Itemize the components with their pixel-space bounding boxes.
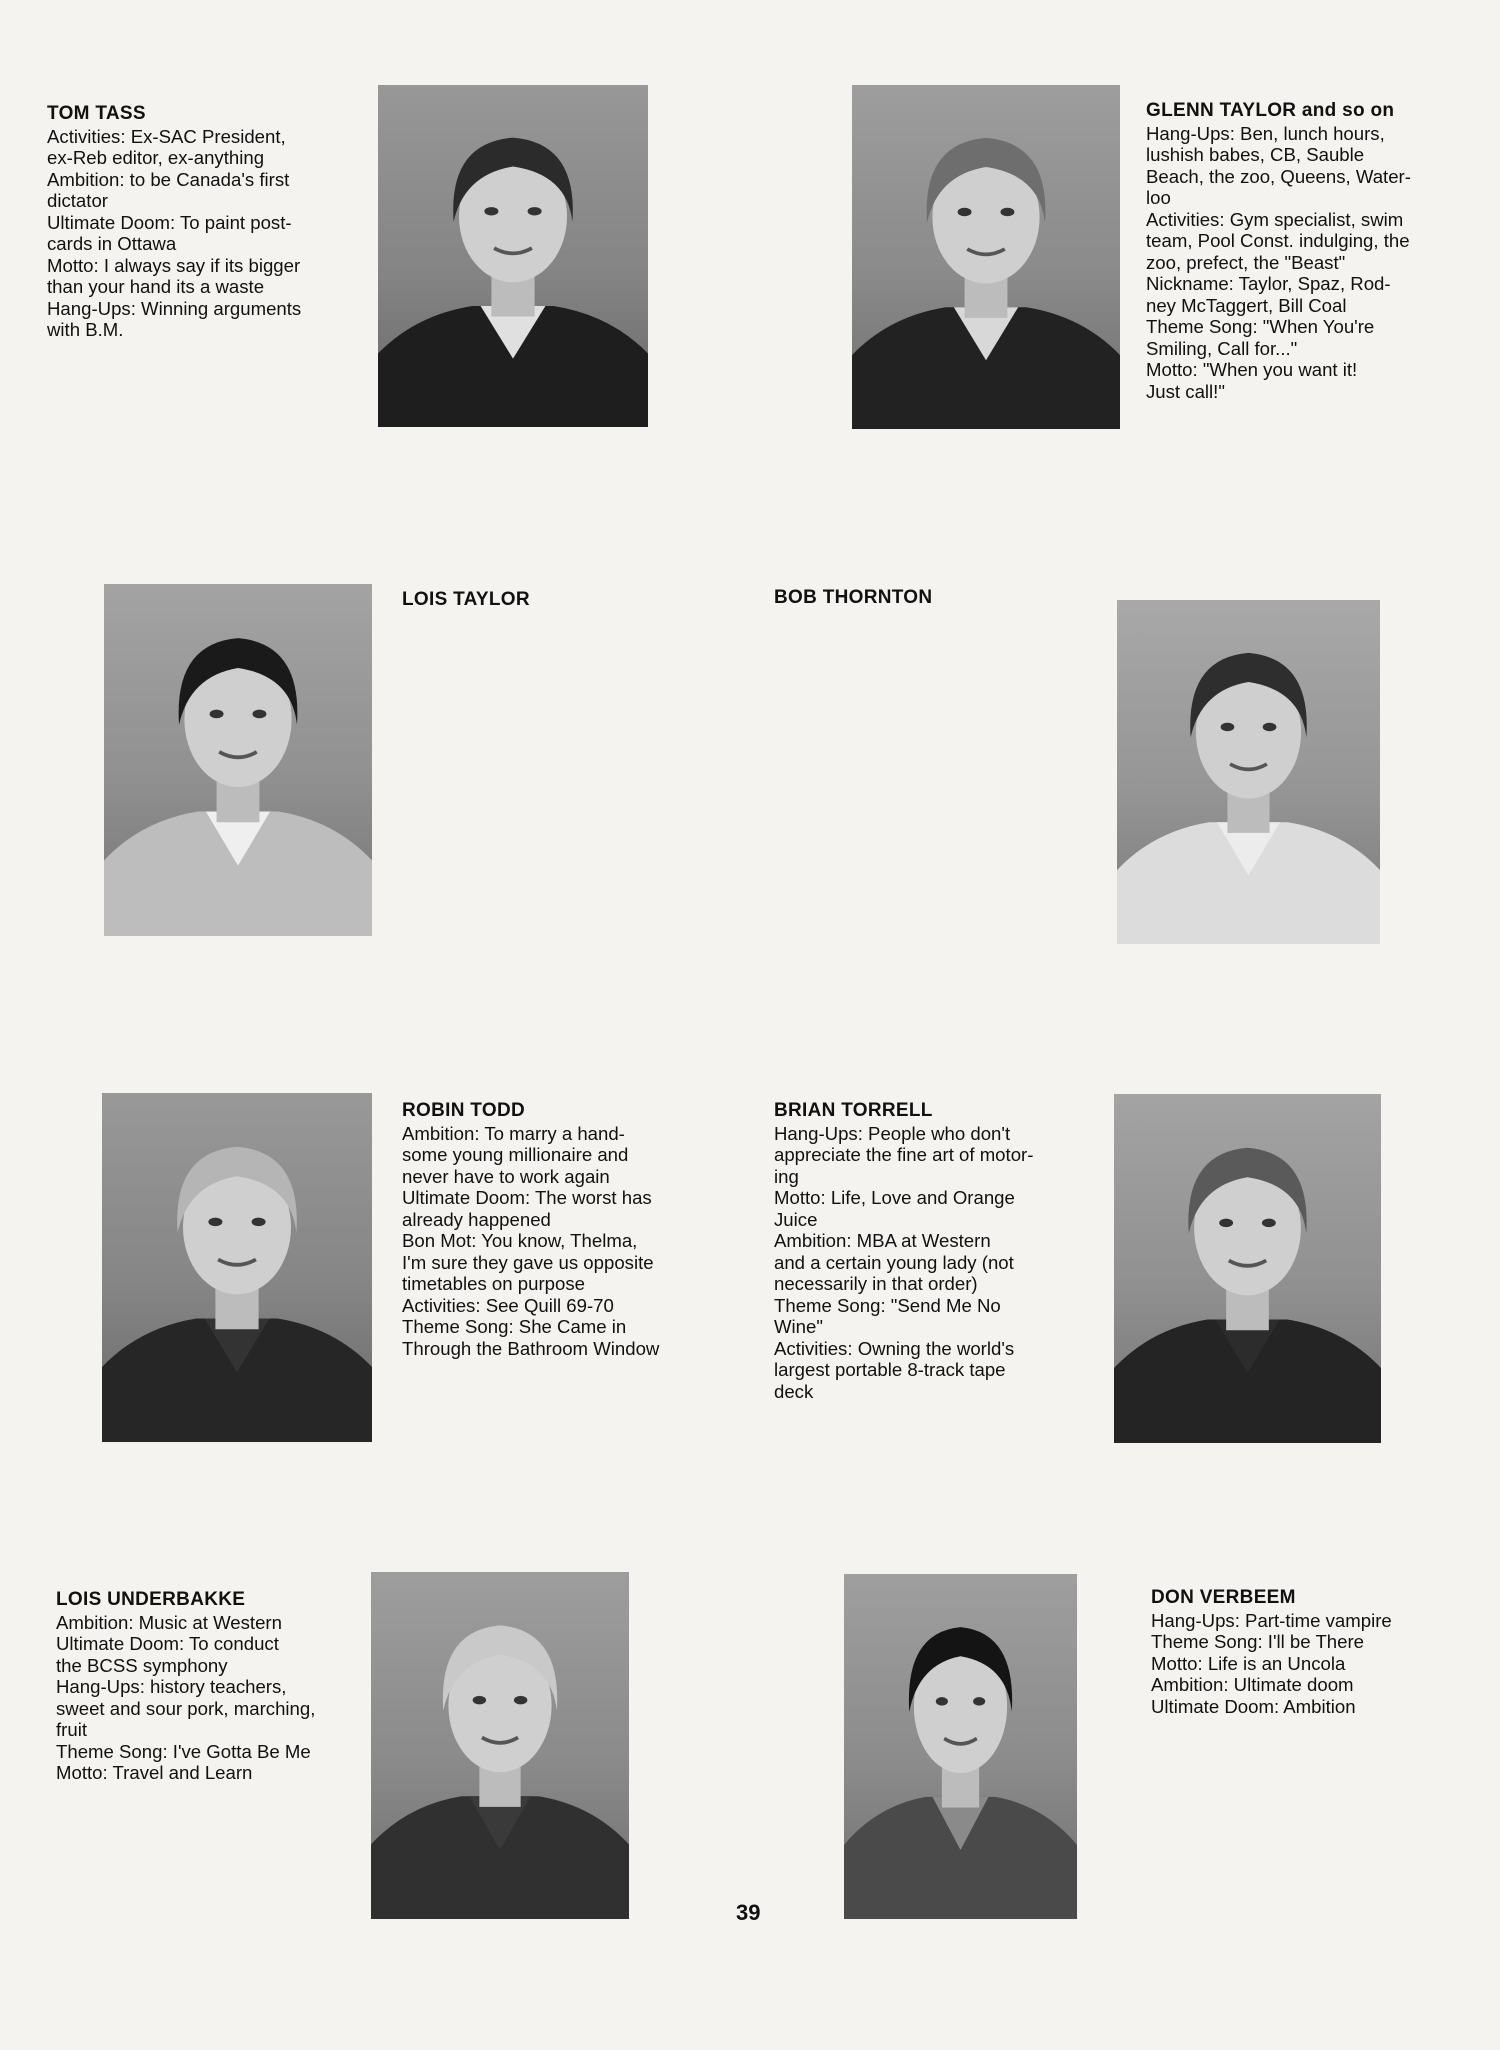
student-portrait bbox=[1114, 1094, 1381, 1443]
bio-line: ex-Reb editor, ex-anything bbox=[47, 147, 265, 168]
portrait-silhouette bbox=[844, 1574, 1077, 1919]
bio-line: Ultimate Doom: To paint post- bbox=[47, 211, 292, 233]
bio-line: Ambition: MBA at Western bbox=[774, 1230, 991, 1251]
bio-line: Activities: Gym specialist, swim bbox=[1146, 208, 1404, 230]
student-details bbox=[402, 1123, 659, 1360]
bio-line: ing bbox=[774, 1165, 799, 1187]
bio-line: Ultimate Doom: Ambition bbox=[1151, 1695, 1356, 1717]
bio-line: Motto: Life, Love and Orange bbox=[774, 1187, 1015, 1208]
student-portrait bbox=[371, 1572, 629, 1919]
student-portrait bbox=[378, 85, 648, 427]
portrait-silhouette bbox=[1114, 1094, 1381, 1443]
student-name: LOIS TAYLOR bbox=[402, 589, 530, 610]
eye-right bbox=[514, 1696, 527, 1705]
bio-line: than your hand its a waste bbox=[47, 276, 265, 297]
bio-line: Theme Song: I've Gotta Be Me bbox=[56, 1740, 311, 1762]
eye-left bbox=[210, 710, 224, 719]
bio-line: Motto: Travel and Learn bbox=[56, 1762, 253, 1783]
portrait-silhouette bbox=[104, 584, 372, 936]
eye-right bbox=[528, 207, 542, 215]
student-bio bbox=[1146, 100, 1411, 402]
portrait-silhouette bbox=[102, 1093, 372, 1442]
bio-line: Activities: Ex-SAC President, bbox=[47, 125, 286, 147]
bio-line: Ambition: Music at Western bbox=[56, 1611, 282, 1633]
bio-line: sweet and sour pork, marching, bbox=[56, 1697, 316, 1719]
student-details bbox=[56, 1612, 315, 1784]
bio-line: some young millionaire and bbox=[402, 1144, 629, 1165]
bio-line: Hang-Ups: Ben, lunch hours, bbox=[1146, 122, 1385, 144]
bio-line: Nickname: Taylor, Spaz, Rod- bbox=[1146, 273, 1391, 294]
bio-line: lushish babes, CB, Sauble bbox=[1146, 144, 1365, 165]
eye-left bbox=[958, 208, 972, 216]
bio-line: team, Pool Const. indulging, the bbox=[1146, 230, 1410, 251]
student-details bbox=[1146, 123, 1411, 403]
eye-left bbox=[473, 1696, 486, 1705]
bio-line: largest portable 8-track tape bbox=[774, 1359, 1006, 1380]
page-number: 39 bbox=[736, 1900, 761, 1925]
student-portrait bbox=[852, 85, 1120, 429]
student-portrait bbox=[102, 1093, 372, 1442]
bio-line: Hang-Ups: Part-time vampire bbox=[1151, 1609, 1392, 1631]
bio-line: loo bbox=[1146, 187, 1171, 208]
student-bio bbox=[402, 589, 530, 612]
bio-line: Ambition: Ultimate doom bbox=[1151, 1674, 1354, 1695]
bio-line: fruit bbox=[56, 1719, 87, 1740]
student-name: BRIAN TORRELL bbox=[774, 1100, 933, 1121]
portrait-silhouette bbox=[852, 85, 1120, 429]
bio-line: Smiling, Call for..." bbox=[1146, 337, 1298, 359]
student-name: DON VERBEEM bbox=[1151, 1587, 1296, 1608]
portrait-silhouette bbox=[371, 1572, 629, 1919]
bio-line: Activities: Owning the world's bbox=[774, 1337, 1015, 1359]
eye-right bbox=[973, 1697, 985, 1705]
portrait-silhouette bbox=[378, 85, 648, 427]
bio-line: cards in Ottawa bbox=[47, 233, 177, 254]
student-name: ROBIN TODD bbox=[402, 1100, 525, 1121]
bio-line: appreciate the fine art of motor- bbox=[774, 1144, 1034, 1165]
student-name: TOM TASS bbox=[47, 103, 146, 124]
bio-line: zoo, prefect, the "Beast" bbox=[1146, 251, 1346, 273]
bio-line: dictator bbox=[47, 190, 108, 211]
bio-line: Motto: "When you want it! bbox=[1146, 359, 1358, 380]
bio-line: Ambition: To marry a hand- bbox=[402, 1122, 625, 1144]
student-name: BOB THORNTON bbox=[774, 587, 933, 608]
student-bio bbox=[774, 1100, 1033, 1402]
bio-line: Theme Song: "When You're bbox=[1146, 316, 1375, 337]
student-portrait bbox=[1117, 600, 1380, 944]
bio-line: Wine" bbox=[774, 1316, 823, 1337]
bio-line: Motto: I always say if its bigger bbox=[47, 254, 301, 276]
bio-line: Beach, the zoo, Queens, Water- bbox=[1146, 165, 1411, 187]
student-portrait bbox=[104, 584, 372, 936]
bio-line: Theme Song: "Send Me No bbox=[774, 1294, 1001, 1316]
bio-line: Through the Bathroom Window bbox=[402, 1337, 660, 1359]
eye-left bbox=[484, 207, 498, 215]
bio-line: Theme Song: I'll be There bbox=[1151, 1631, 1365, 1652]
bio-line: Hang-Ups: history teachers, bbox=[56, 1676, 287, 1697]
student-bio bbox=[56, 1589, 315, 1784]
portrait-silhouette bbox=[1117, 600, 1380, 944]
bio-line: I'm sure they gave us opposite bbox=[402, 1251, 654, 1273]
bio-line: Activities: See Quill 69-70 bbox=[402, 1294, 614, 1316]
student-bio bbox=[774, 587, 932, 610]
bio-line: Theme Song: She Came in bbox=[402, 1316, 627, 1337]
bio-line: Motto: Life is an Uncola bbox=[1151, 1652, 1346, 1674]
student-details bbox=[1151, 1610, 1392, 1718]
eye-right bbox=[1000, 208, 1014, 216]
bio-line: Ultimate Doom: To conduct bbox=[56, 1633, 279, 1654]
eye-left bbox=[1219, 1219, 1233, 1228]
eye-right bbox=[252, 1218, 266, 1227]
bio-line: Ultimate Doom: The worst has bbox=[402, 1187, 652, 1208]
eye-left bbox=[1221, 723, 1235, 731]
bio-line: Juice bbox=[774, 1208, 818, 1230]
eye-right bbox=[252, 710, 266, 719]
student-details bbox=[774, 1123, 1033, 1403]
eye-left bbox=[936, 1697, 948, 1705]
bio-line: necessarily in that order) bbox=[774, 1273, 978, 1294]
bio-line: the BCSS symphony bbox=[56, 1654, 228, 1676]
bio-line: timetables on purpose bbox=[402, 1273, 585, 1294]
student-portrait bbox=[844, 1574, 1077, 1919]
student-name: GLENN TAYLOR and so on bbox=[1146, 100, 1395, 121]
student-bio bbox=[47, 103, 301, 341]
bio-line: Ambition: to be Canada's first bbox=[47, 168, 290, 190]
bio-line: and a certain young lady (not bbox=[774, 1251, 1014, 1273]
student-name: LOIS UNDERBAKKE bbox=[56, 1589, 246, 1610]
bio-line: Just call!" bbox=[1146, 380, 1225, 402]
bio-line: with B.M. bbox=[47, 319, 124, 340]
student-bio bbox=[1151, 1587, 1392, 1717]
bio-line: deck bbox=[774, 1380, 814, 1402]
bio-line: ney McTaggert, Bill Coal bbox=[1146, 294, 1347, 316]
bio-line: Hang-Ups: People who don't bbox=[774, 1122, 1011, 1144]
bio-line: already happened bbox=[402, 1208, 551, 1230]
eye-right bbox=[1263, 723, 1277, 731]
eye-left bbox=[208, 1218, 222, 1227]
bio-line: Hang-Ups: Winning arguments bbox=[47, 297, 302, 319]
eye-right bbox=[1262, 1219, 1276, 1228]
bio-line: never have to work again bbox=[402, 1165, 610, 1187]
bio-line: Bon Mot: You know, Thelma, bbox=[402, 1230, 638, 1251]
student-bio bbox=[402, 1100, 659, 1359]
student-details bbox=[47, 126, 301, 341]
